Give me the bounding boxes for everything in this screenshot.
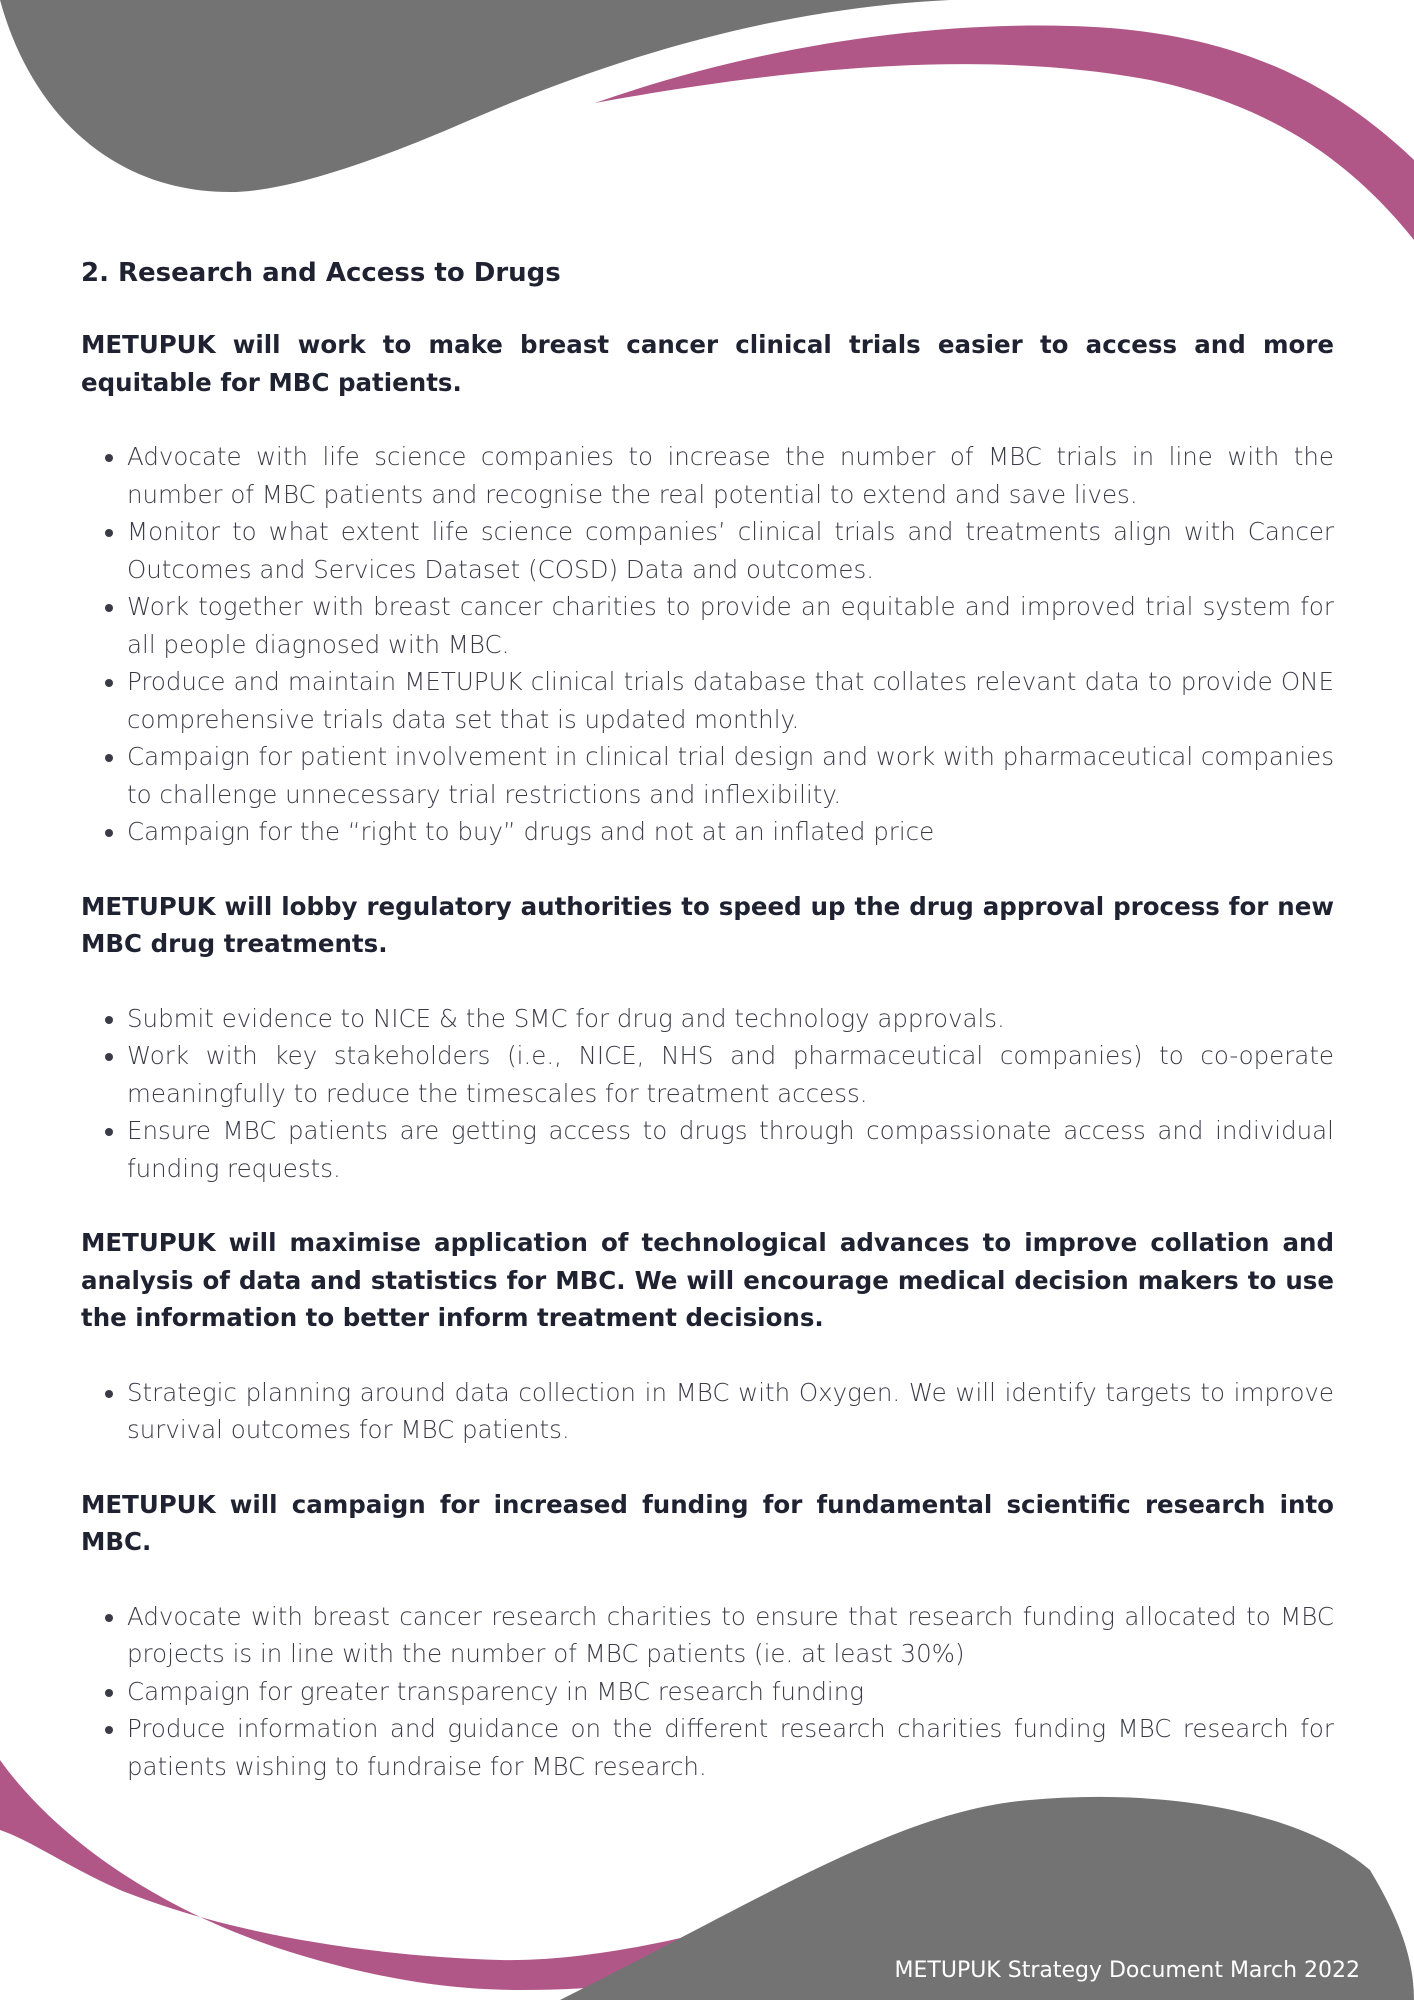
- list-item: • Work together with breast cancer charities to provide an equitable and improved trial system for all people diagnosed with MBC.: [127, 588, 1334, 663]
- block-lead: METUPUK will campaign for increased funding for fundamental scientific research into MBC.: [81, 1489, 1334, 1556]
- block-regulatory: [81, 888, 1334, 1188]
- bullet-list: [81, 1000, 1334, 1188]
- list-item: • Work with key stakeholders (i.e., NICE, NHS and pharmaceutical companies) to co-operate meaningfully to reduce the timescales for treatment access.: [127, 1037, 1334, 1112]
- block-funding: [81, 1486, 1334, 1786]
- list-item: • Advocate with breast cancer research charities to ensure that research funding allocated to MBC projects is in line with the number of MBC patients (ie. at least 30%): [127, 1598, 1334, 1673]
- list-item: • Produce and maintain METUPUK clinical trials database that collates relevant data to provide ONE comprehensive trials data set that is updated monthly.: [127, 663, 1334, 738]
- list-item: • Campaign for greater transparency in MBC research funding: [127, 1673, 1334, 1711]
- list-item: • Monitor to what extent life science companies’ clinical trials and treatments align with Cancer Outcomes and Services Dataset (COSD) Data and outcomes.: [127, 513, 1334, 588]
- list-item: • Produce information and guidance on the different research charities funding MBC research for patients wishing to fundraise for MBC research.: [127, 1710, 1334, 1785]
- bullet-list: [81, 1598, 1334, 1786]
- header-wave-decoration: [0, 0, 1414, 260]
- bullet-list: [81, 1374, 1334, 1449]
- block-trials: [81, 326, 1334, 851]
- list-item: • Campaign for the “right to buy” drugs and not at an inflated price: [127, 813, 1334, 851]
- block-lead: METUPUK will lobby regulatory authorities to speed up the drug approval process for new MBC drug treatments.: [81, 891, 1334, 958]
- footer-text: METUPUK Strategy Document March 2022: [894, 1958, 1360, 1983]
- list-item: • Advocate with life science companies to increase the number of MBC trials in line with the number of MBC patients and recognise the real potential to extend and save lives.: [127, 438, 1334, 513]
- list-item: • Strategic planning around data collection in MBC with Oxygen. We will identify targets to improve survival outcomes for MBC patients.: [127, 1374, 1334, 1449]
- block-lead: METUPUK will maximise application of technological advances to improve collation and analysis of data and statistics for MBC. We will encourage medical decision makers to use the information to better inform treatment decisions.: [81, 1228, 1334, 1332]
- header-gray-wave: [0, 0, 950, 192]
- block-lead: METUPUK will work to make breast cancer clinical trials easier to access and more equitable for MBC patients.: [81, 330, 1334, 397]
- header-magenta-swoosh: [595, 26, 1414, 240]
- document-body: [81, 258, 1334, 1822]
- list-item: • Ensure MBC patients are getting access to drugs through compassionate access and individual funding requests.: [127, 1112, 1334, 1187]
- list-item: • Campaign for patient involvement in clinical trial design and work with pharmaceutical companies to challenge unnecessary trial restrictions and inflexibility.: [127, 738, 1334, 813]
- bullet-list: [81, 438, 1334, 851]
- block-technology: [81, 1224, 1334, 1449]
- list-item: • Submit evidence to NICE & the SMC for drug and technology approvals.: [127, 1000, 1334, 1038]
- section-title: 2. Research and Access to Drugs: [81, 258, 561, 288]
